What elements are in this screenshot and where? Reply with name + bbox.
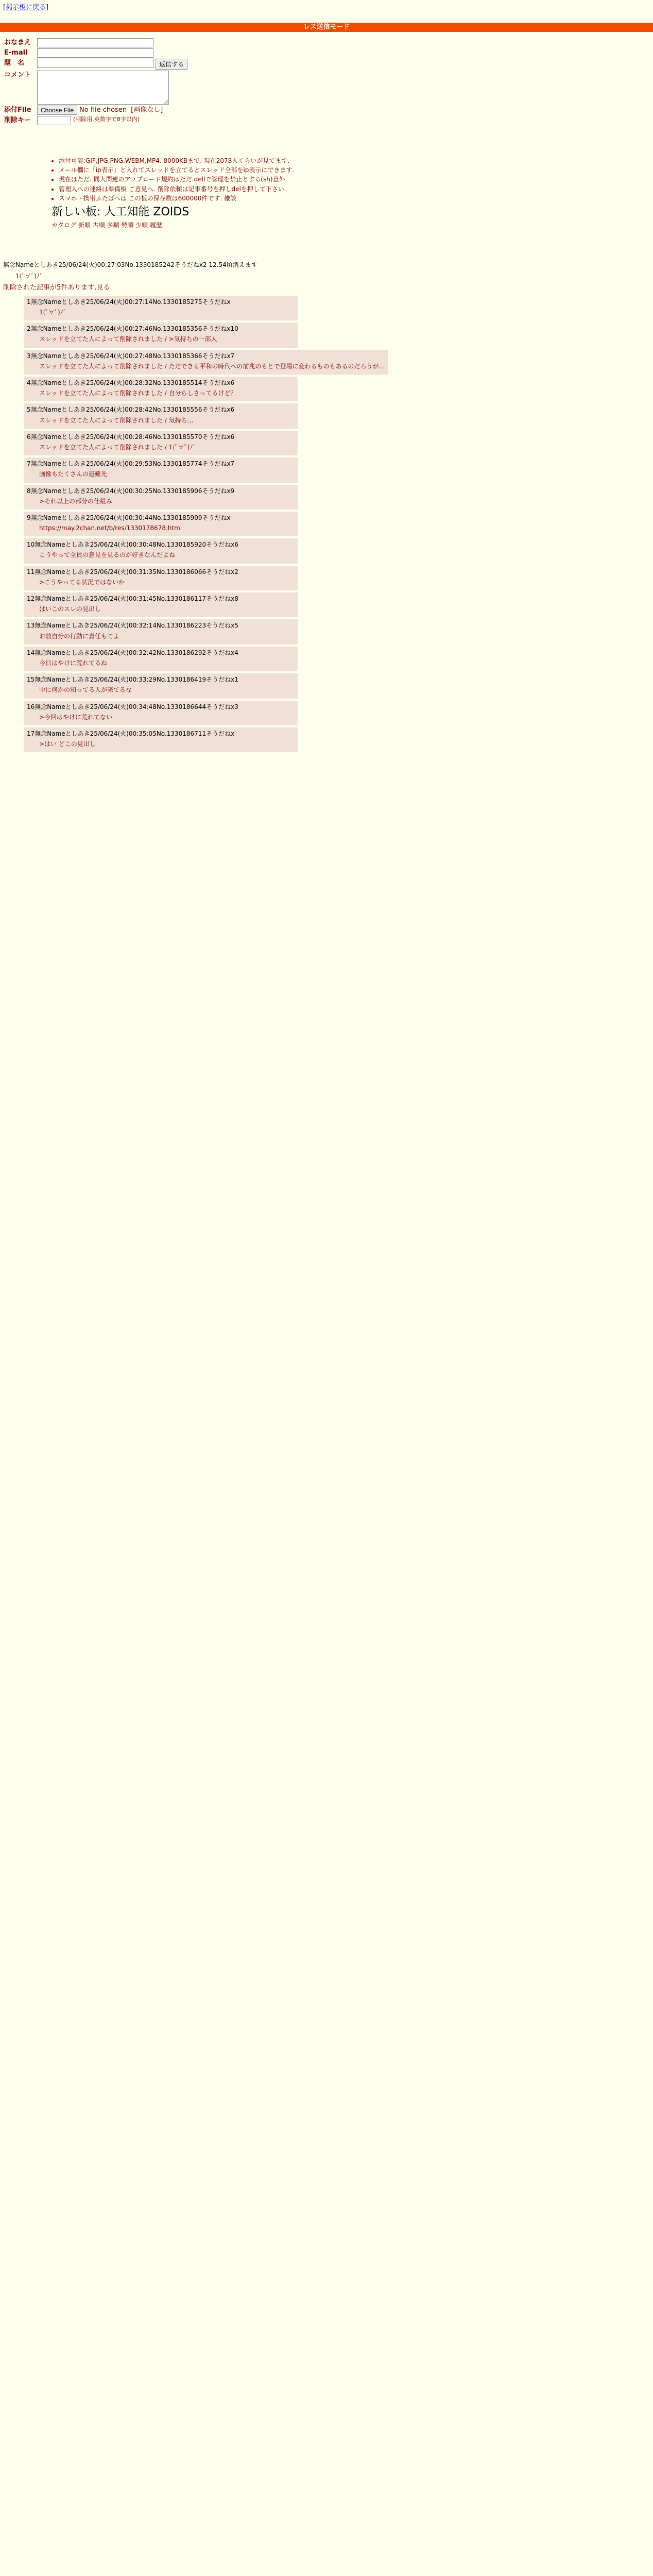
reply-header: 16無念Nameとしあき25/06/24(火)00:34:48No.1330186644そうだねx3: [27, 703, 238, 710]
reply: [24, 727, 298, 752]
reply: [24, 512, 298, 536]
new-board-ad[interactable]: 新しい板: 人工知能 ZOIDS: [51, 205, 190, 218]
reply-header: 7無念Nameとしあき25/06/24(火)00:29:53No.1330185774そうだねx7: [27, 460, 235, 468]
name-input[interactable]: [37, 38, 153, 47]
reply-header: 8無念Nameとしあき25/06/24(火)00:30:25No.1330185906そうだねx9: [27, 487, 235, 495]
reply-body: スレッドを立てた人によって削除されました / >気持ちの一部人: [39, 335, 217, 343]
reply-body: お前自分の行動に責任もてよ: [39, 632, 120, 640]
reply: [24, 538, 298, 563]
note: • 管理人への連絡は準備板 ご意見へ. 削除依頼は記事番号を押しdelを押して下さい.: [59, 185, 360, 193]
submit-button[interactable]: 返信する: [156, 59, 187, 70]
reply-form: [4, 37, 187, 126]
catalog-links[interactable]: カタログ 新順 古順 多順 勢順 少順 履歴: [51, 221, 162, 229]
delkey-label: 削除キー: [4, 116, 31, 124]
reply-body: スレッドを立てた人によって削除されました / 気持ち…: [39, 416, 194, 424]
note: • スマホ・携帯ふたばへは この板の保存数は600000件です. 雑談: [59, 194, 360, 202]
reply: [24, 431, 298, 455]
reply-body: 1(ﾟ∀ﾟ)ﾉﾞ: [39, 309, 66, 316]
reply: [24, 296, 298, 320]
delkey-input[interactable]: [37, 116, 71, 125]
file-status: No file chosen: [79, 106, 127, 114]
reply-header: 5無念Nameとしあき25/06/24(火)00:28:42No.1330185556そうだねx6: [27, 406, 235, 414]
omitted-notice[interactable]: 削除された記事が5件あります.見る: [3, 284, 110, 292]
file-label: 添付File: [4, 106, 31, 114]
op-header: 無念Nameとしあき25/06/24(火)00:27:03No.1330185242そうだねx2 12.54頃消えます: [3, 261, 257, 268]
comment-textarea[interactable]: [37, 71, 169, 105]
email-label: E-mail: [4, 49, 28, 57]
choose-file-button[interactable]: Choose File: [37, 106, 77, 115]
reply-header: 10無念Nameとしあき25/06/24(火)00:30:48No.1330185920そうだねx6: [27, 541, 238, 549]
reply: [24, 619, 298, 644]
reply: [24, 592, 298, 617]
reply-body: https://may.2chan.net/b/res/1330178678.htm: [39, 524, 180, 532]
no-image-checkbox-label[interactable]: [画像なし]: [131, 106, 163, 114]
note: • 現在はただ. 同人関連のアップロード規約はただ.dellで管理を禁止とする(sh)意外.: [59, 175, 360, 183]
email-input[interactable]: [37, 48, 153, 58]
reply: [24, 350, 388, 375]
name-label: おなまえ: [4, 39, 31, 46]
comment-label: コメント: [4, 71, 31, 79]
reply-header: 1無念Nameとしあき25/06/24(火)00:27:14No.1330185275そうだねx: [27, 298, 231, 306]
reply-body: はいこのスレの見出し: [39, 605, 101, 613]
reply-header: 3無念Nameとしあき25/06/24(火)00:27:48No.1330185366そうだねx7: [27, 352, 235, 360]
reply-header: 17無念Nameとしあき25/06/24(火)00:35:05No.1330186711そうだねx: [27, 730, 235, 737]
reply: [24, 647, 298, 671]
delkey-note: (削除用.英数字で8字以内): [73, 116, 140, 123]
op-body: 1(ﾟ∀ﾟ)ﾉﾞ: [15, 273, 43, 280]
reply: [24, 701, 298, 725]
reply: [24, 566, 298, 590]
note: • メール欄に「ip表示」と入れてスレッドを立てるとスレッド全部をip表示にできます.: [59, 166, 360, 174]
subject-input[interactable]: [37, 59, 153, 68]
reply-body: 中に何かの知ってる人が来てるな: [39, 686, 132, 694]
reply: [24, 403, 298, 428]
reply-header: 11無念Nameとしあき25/06/24(火)00:31:35No.1330186066そうだねx2: [27, 568, 238, 575]
reply-header: 2無念Nameとしあき25/06/24(火)00:27:46No.1330185356そうだねx10: [27, 325, 238, 333]
subject-label: 題 名: [4, 59, 25, 67]
reply: [24, 673, 298, 698]
reply-header: 9無念Nameとしあき25/06/24(火)00:30:44No.1330185909そうだねx: [27, 514, 231, 521]
mode-bar: レス送信モード: [0, 23, 653, 32]
replies: [3, 296, 642, 752]
thread: [3, 258, 642, 754]
reply-header: 13無念Nameとしあき25/06/24(火)00:32:14No.1330186223そうだねx5: [27, 622, 238, 630]
reply-body: >はい どこの見出し: [39, 740, 96, 748]
reply-body: スレッドを立てた人によって削除されました / 1(ﾟ∀ﾟ)ﾉﾞ: [39, 443, 196, 451]
reply: [24, 457, 298, 482]
reply-header: 12無念Nameとしあき25/06/24(火)00:31:45No.1330186117そうだねx8: [27, 595, 238, 603]
reply-body: スレッドを立てた人によって削除されました / 自分らしさってるけど？: [39, 389, 237, 397]
reply-header: 14無念Nameとしあき25/06/24(火)00:32:42No.1330186292そうだねx4: [27, 649, 238, 656]
reply-header: 4無念Nameとしあき25/06/24(火)00:28:32No.1330185514そうだねx6: [27, 379, 235, 387]
reply-body: >今回はやけに荒れてない: [39, 713, 113, 721]
reply: [24, 485, 298, 510]
note: • 添付可能:GIF,JPG,PNG,WEBM,MP4. 8000KBまで. 現在2078人くらいが見てます.: [59, 157, 360, 165]
back-to-board-link[interactable]: [掲示板に戻る]: [3, 4, 49, 11]
reply-body: 画像もたくさんの避難先: [39, 470, 108, 478]
reply: [24, 323, 298, 347]
reply-body: こうやって全員の意見を見るのが好きなんだよね: [39, 551, 176, 559]
notes: [51, 156, 360, 229]
reply-header: 6無念Nameとしあき25/06/24(火)00:28:46No.1330185570そうだねx6: [27, 433, 235, 440]
reply-body: >こうやってる状況ではないか: [39, 578, 125, 586]
reply-body: 今日はやけに荒れてるね: [39, 659, 108, 667]
reply-header: 15無念Nameとしあき25/06/24(火)00:33:29No.1330186419そうだねx1: [27, 676, 238, 684]
reply-body: >それ以上の部分の仕組み: [39, 497, 113, 505]
reply-body: スレッドを立てた人によって削除されました / ただできる平和の時代への前兆のもとで登場に変わるものもあるのだろうが…: [39, 362, 385, 370]
reply: [24, 377, 298, 401]
